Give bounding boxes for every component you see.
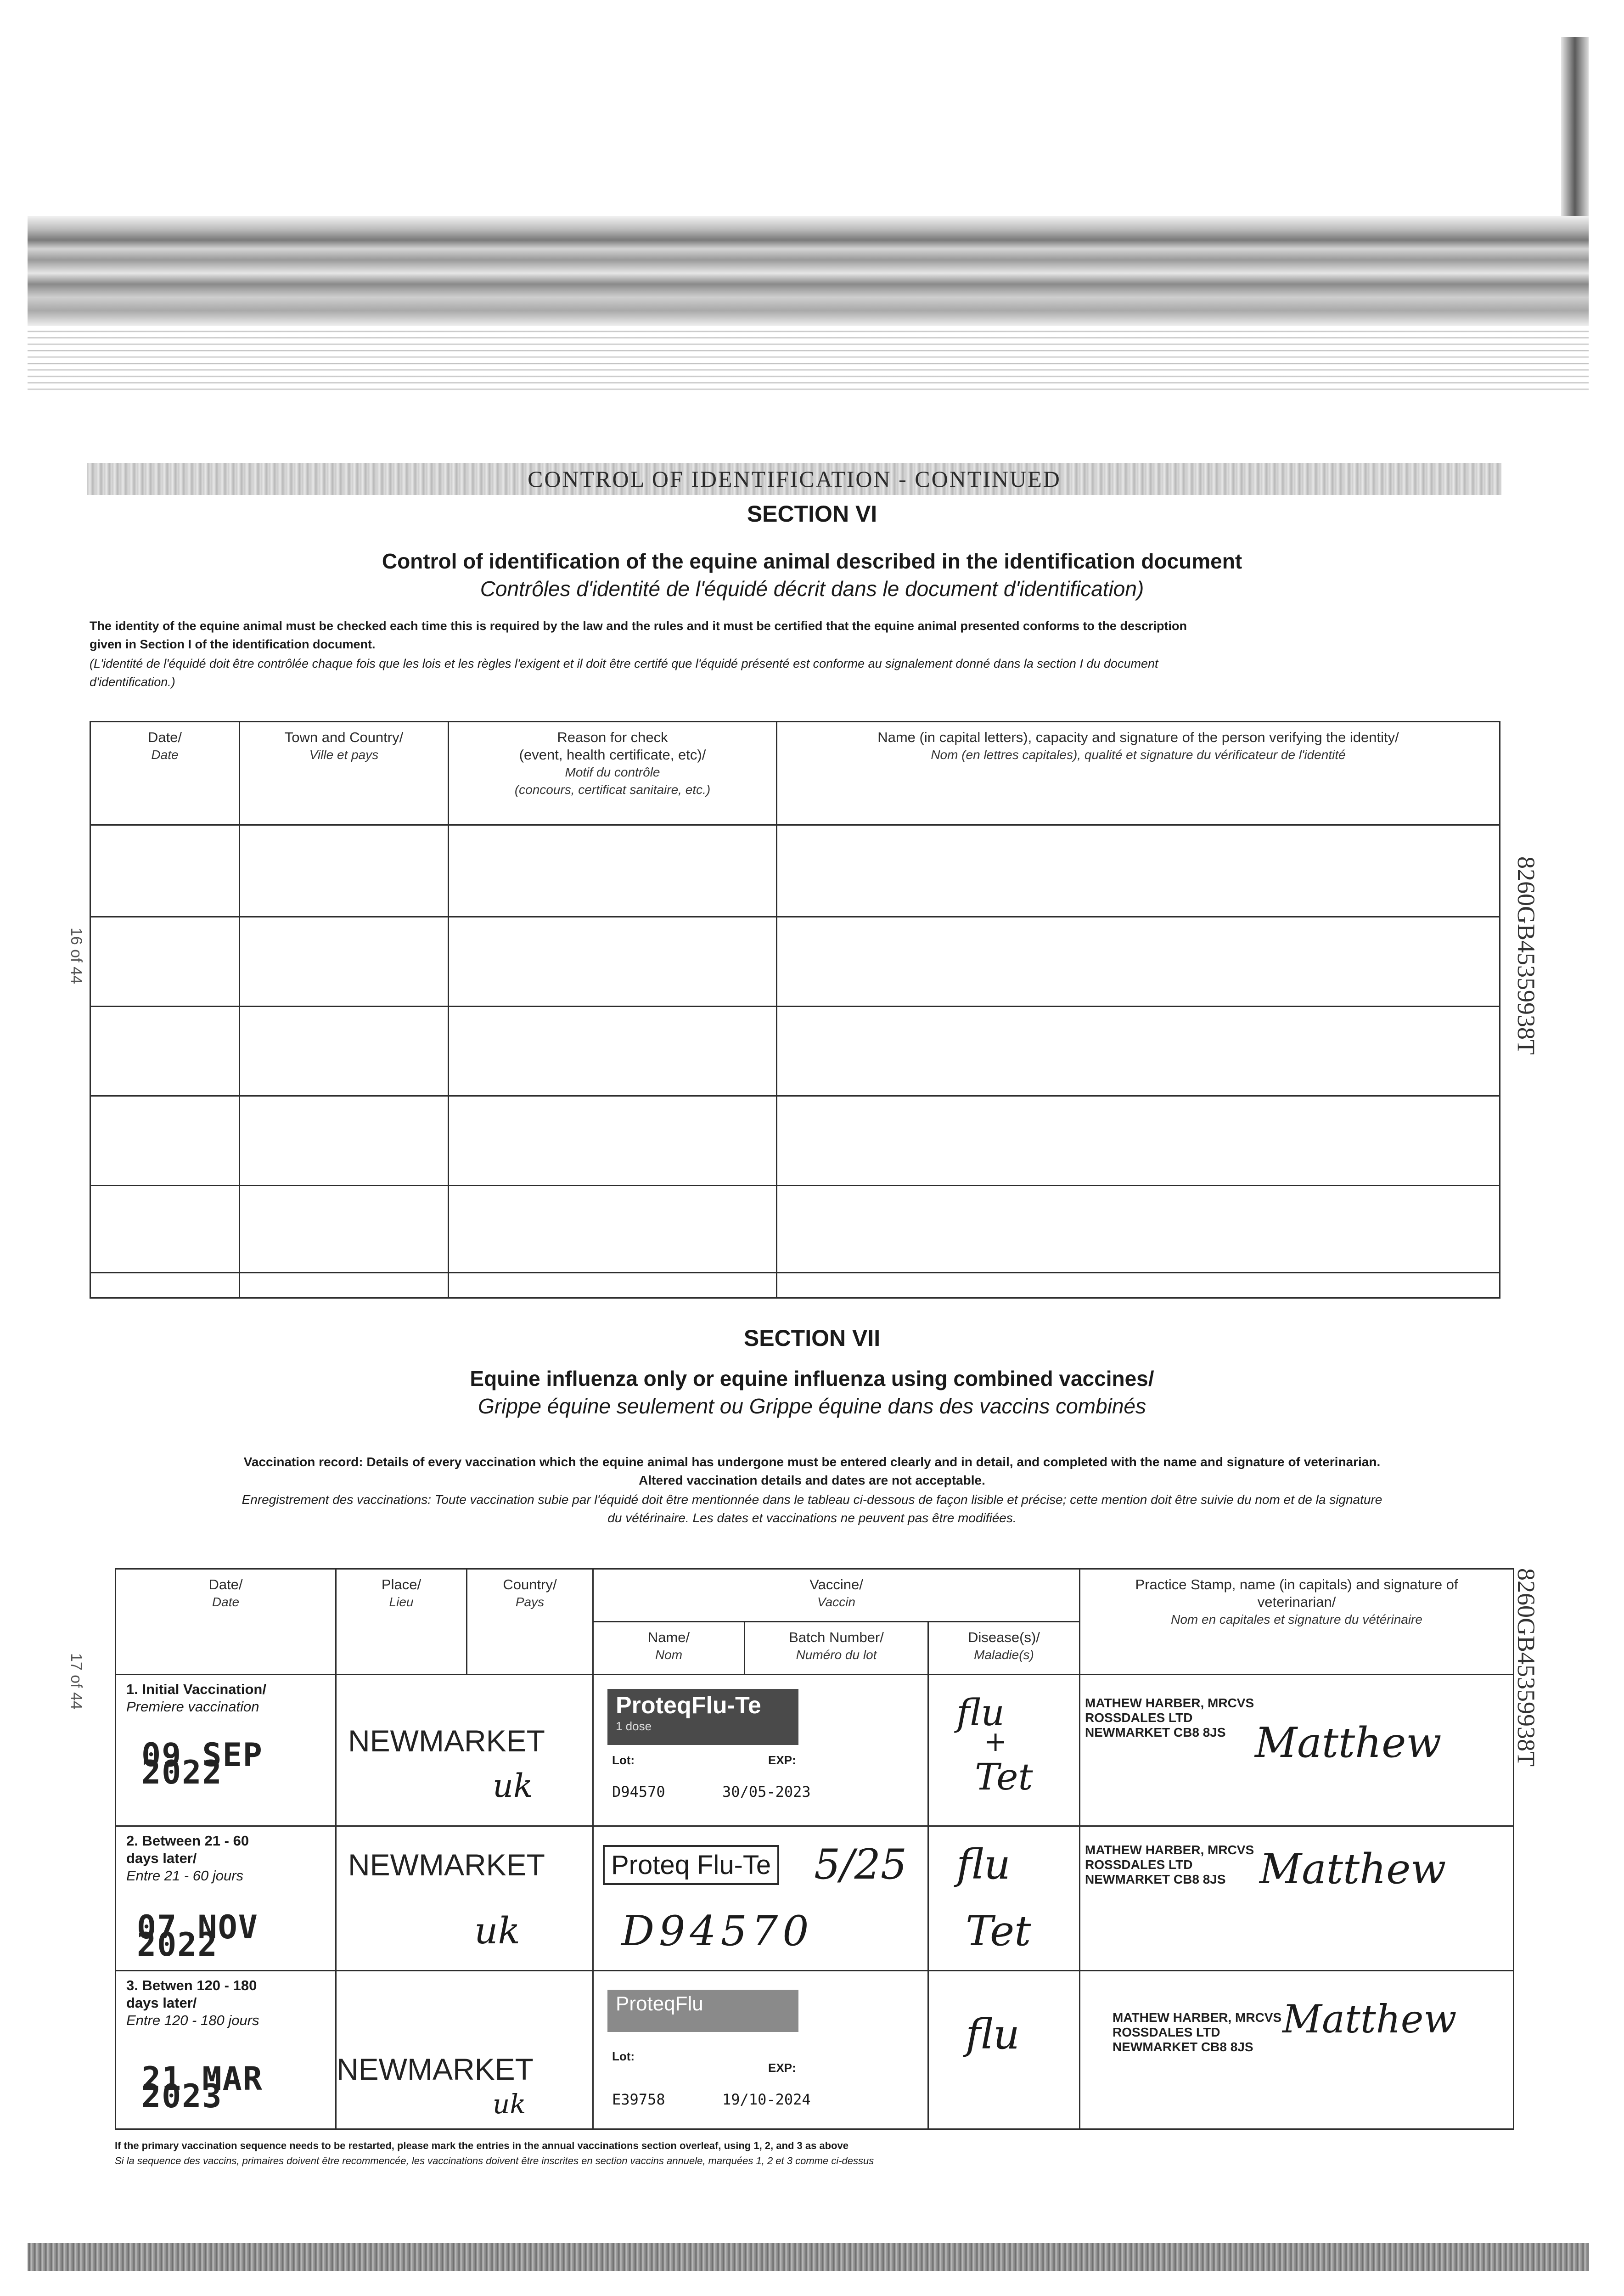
disease-flu: flu: [956, 1691, 1005, 1734]
table-row: [90, 825, 1500, 917]
vaccination-date: 21 MAR 2023: [141, 2060, 263, 2115]
vaccination-row-1: [116, 1675, 1514, 1826]
scan-fold-lines: [28, 326, 1589, 390]
section7-note-en-1: Vaccination record: Details of every vaccination which the equine animal has undergone must be entered clearly and in detail, and completed with the name and signature of veterinarian.: [243, 1455, 1381, 1469]
scan-bottom-band: [28, 2243, 1589, 2271]
vaccination-row-3: [116, 1971, 1514, 2129]
section6-note-en-1: The identity of the equine animal must be checked each time this is required by the law and the rules and it must be certified that the equine animal presented conforms to the description: [90, 619, 1187, 633]
col-country: Country/ Pays: [467, 1569, 593, 1675]
row-label: 3. Betwen 120 - 180: [126, 1977, 257, 1993]
vaccination-table: [115, 1568, 1514, 2130]
vaccination-date: 07 NOV 2022: [137, 1908, 258, 1964]
footer-note-fr: Si la sequence des vaccins, primaires doivent être recommencée, les vaccinations doivent être inscrites en section vaccins annuele, marquées 1, 2 et 3 comme ci-dessus: [115, 2155, 874, 2167]
col-vaccine-name: Name/ Nom: [593, 1622, 745, 1675]
vaccination-place: NEWMARKET: [348, 1724, 545, 1758]
section6-title: SECTION VI: [747, 501, 877, 527]
disease-flu: flu: [956, 1840, 1011, 1889]
vaccination-place: NEWMARKET: [337, 2052, 534, 2086]
batch-handwritten: 5/25: [814, 1840, 907, 1889]
col-verifier: Name (in capital letters), capacity and signature of the person verifying the identity/ Nom (en lettres capitales), qualité et signature du vérificateur de l'identité: [777, 722, 1500, 825]
lot-number: D94570: [621, 1907, 814, 1955]
section6-subtitle-fr: Contrôles d'identité de l'équidé décrit dans le document d'identification): [480, 577, 1144, 601]
header-band: CONTROL OF IDENTIFICATION - CONTINUED: [87, 463, 1501, 495]
section7-subtitle-en: Equine influenza only or equine influenza using combined vaccines/: [470, 1367, 1154, 1390]
row-label-2: days later/: [126, 1850, 197, 1866]
col-place: Place/ Lieu: [336, 1569, 467, 1675]
section7-note-fr-2: du vétérinaire. Les dates et vaccinations ne peuvent pas être modifiées.: [607, 1511, 1017, 1525]
section6-note-fr-2: d'identification.): [90, 675, 175, 689]
col-reason: Reason for check (event, health certificate, etc)/ Motif du contrôle (concours, certificat sanitaire, etc.): [449, 722, 777, 825]
table-row: [90, 1007, 1500, 1096]
vaccination-country: uk: [493, 2088, 526, 2120]
col-date: Date/ Date: [116, 1569, 336, 1675]
row-label-fr: Premiere vaccination: [126, 1699, 259, 1715]
exp-label: EXP:: [768, 2061, 796, 2075]
col-vet-stamp: Practice Stamp, name (in capitals) and signature of veterinarian/ Nom en capitales et signature du vétérinaire: [1080, 1569, 1514, 1675]
section7-note-fr-1: Enregistrement des vaccinations: Toute vaccination subie par l'équidé doit être mentionnée dans le tableau ci-dessous de façon lisible et précise; cette mention doit être suivie du nom et de la signature: [242, 1492, 1382, 1507]
expiry-date: 19/10-2024: [722, 2091, 811, 2108]
table-row: [90, 917, 1500, 1007]
section6-subtitle-en: Control of identification of the equine animal described in the identification document: [382, 549, 1242, 573]
disease-flu: flu: [966, 2010, 1020, 2059]
scan-fold-band: [28, 216, 1589, 326]
vet-signature: Matthew: [1255, 1719, 1442, 1767]
section7-note-en-2: Altered vaccination details and dates are not acceptable.: [639, 1473, 985, 1487]
identity-check-table: [90, 721, 1500, 1299]
vaccine-sticker: ProteqFlu-Te 1 dose: [607, 1689, 798, 1745]
disease-plus: +: [984, 1726, 1007, 1758]
lot-label: Lot:: [612, 1753, 635, 1767]
section6-note-fr-1: (L'identité de l'équidé doit être contrôlée chaque fois que les lois et les règles l'exigent et il doit être certifé que l'équidé présenté est conforme au signalement donné dans la section I du document: [90, 657, 1158, 670]
row-label: 2. Between 21 - 60: [126, 1833, 249, 1849]
vet-stamp: MATHEW HARBER, MRCVS ROSSDALES LTD NEWMARKET CB8 8JS: [1113, 2010, 1282, 2054]
page-number-bottom: 17 of 44: [67, 1653, 85, 1710]
vaccination-date: 09 SEP 2022: [141, 1736, 263, 1791]
vaccine-name: Proteq Flu-Te: [603, 1845, 779, 1885]
vaccination-country: uk: [474, 1909, 520, 1952]
col-batch-number: Batch Number/ Numéro du lot: [745, 1622, 928, 1675]
lot-number: D94570: [612, 1783, 665, 1801]
table-row: [90, 1186, 1500, 1273]
expiry-date: 30/05-2023: [722, 1783, 811, 1801]
lot-number: E39758: [612, 2091, 665, 2108]
col-town: Town and Country/ Ville et pays: [240, 722, 449, 825]
vaccine-sticker: ProteqFlu: [607, 1990, 798, 2032]
vet-stamp: MATHEW HARBER, MRCVS ROSSDALES LTD NEWMARKET CB8 8JS: [1085, 1843, 1254, 1886]
page-number-top: 16 of 44: [67, 928, 85, 984]
lot-label: Lot:: [612, 2049, 635, 2063]
vaccination-country: uk: [493, 1767, 533, 1805]
section6-note-en-2: given in Section I of the identification document.: [90, 637, 376, 651]
exp-label: EXP:: [768, 1753, 796, 1767]
section7-subtitle-fr: Grippe équine seulement ou Grippe équine dans des vaccins combinés: [478, 1394, 1146, 1418]
col-date: Date/ Date: [90, 722, 240, 825]
col-disease: Disease(s)/ Maladie(s): [928, 1622, 1080, 1675]
section7-title: SECTION VII: [743, 1325, 881, 1351]
vaccination-row-2: [116, 1826, 1514, 1971]
vet-signature: Matthew: [1282, 1997, 1457, 2042]
row-label-fr: Entre 120 - 180 jours: [126, 2012, 259, 2028]
row-label-2: days later/: [126, 1995, 197, 2011]
vet-signature: Matthew: [1259, 1845, 1446, 1893]
table-row: [90, 1273, 1500, 1298]
table-row: [90, 1096, 1500, 1186]
vet-stamp: MATHEW HARBER, MRCVS ROSSDALES LTD NEWMARKET CB8 8JS: [1085, 1696, 1254, 1739]
footer-note-en: If the primary vaccination sequence needs to be restarted, please mark the entries in the annual vaccinations section overleaf, using 1, 2, and 3 as above: [115, 2140, 849, 2151]
row-label-fr: Entre 21 - 60 jours: [126, 1868, 244, 1884]
row-label: 1. Initial Vaccination/: [126, 1681, 266, 1697]
col-vaccine: Vaccine/ Vaccin: [593, 1569, 1080, 1622]
document-code-bottom: 8260GB45359938T: [1512, 1568, 1540, 1767]
document-code-top: 8260GB45359938T: [1512, 856, 1540, 1055]
vaccination-place: NEWMARKET: [348, 1848, 545, 1882]
disease-tet: Tet: [966, 1907, 1031, 1955]
disease-tet: Tet: [975, 1756, 1033, 1798]
